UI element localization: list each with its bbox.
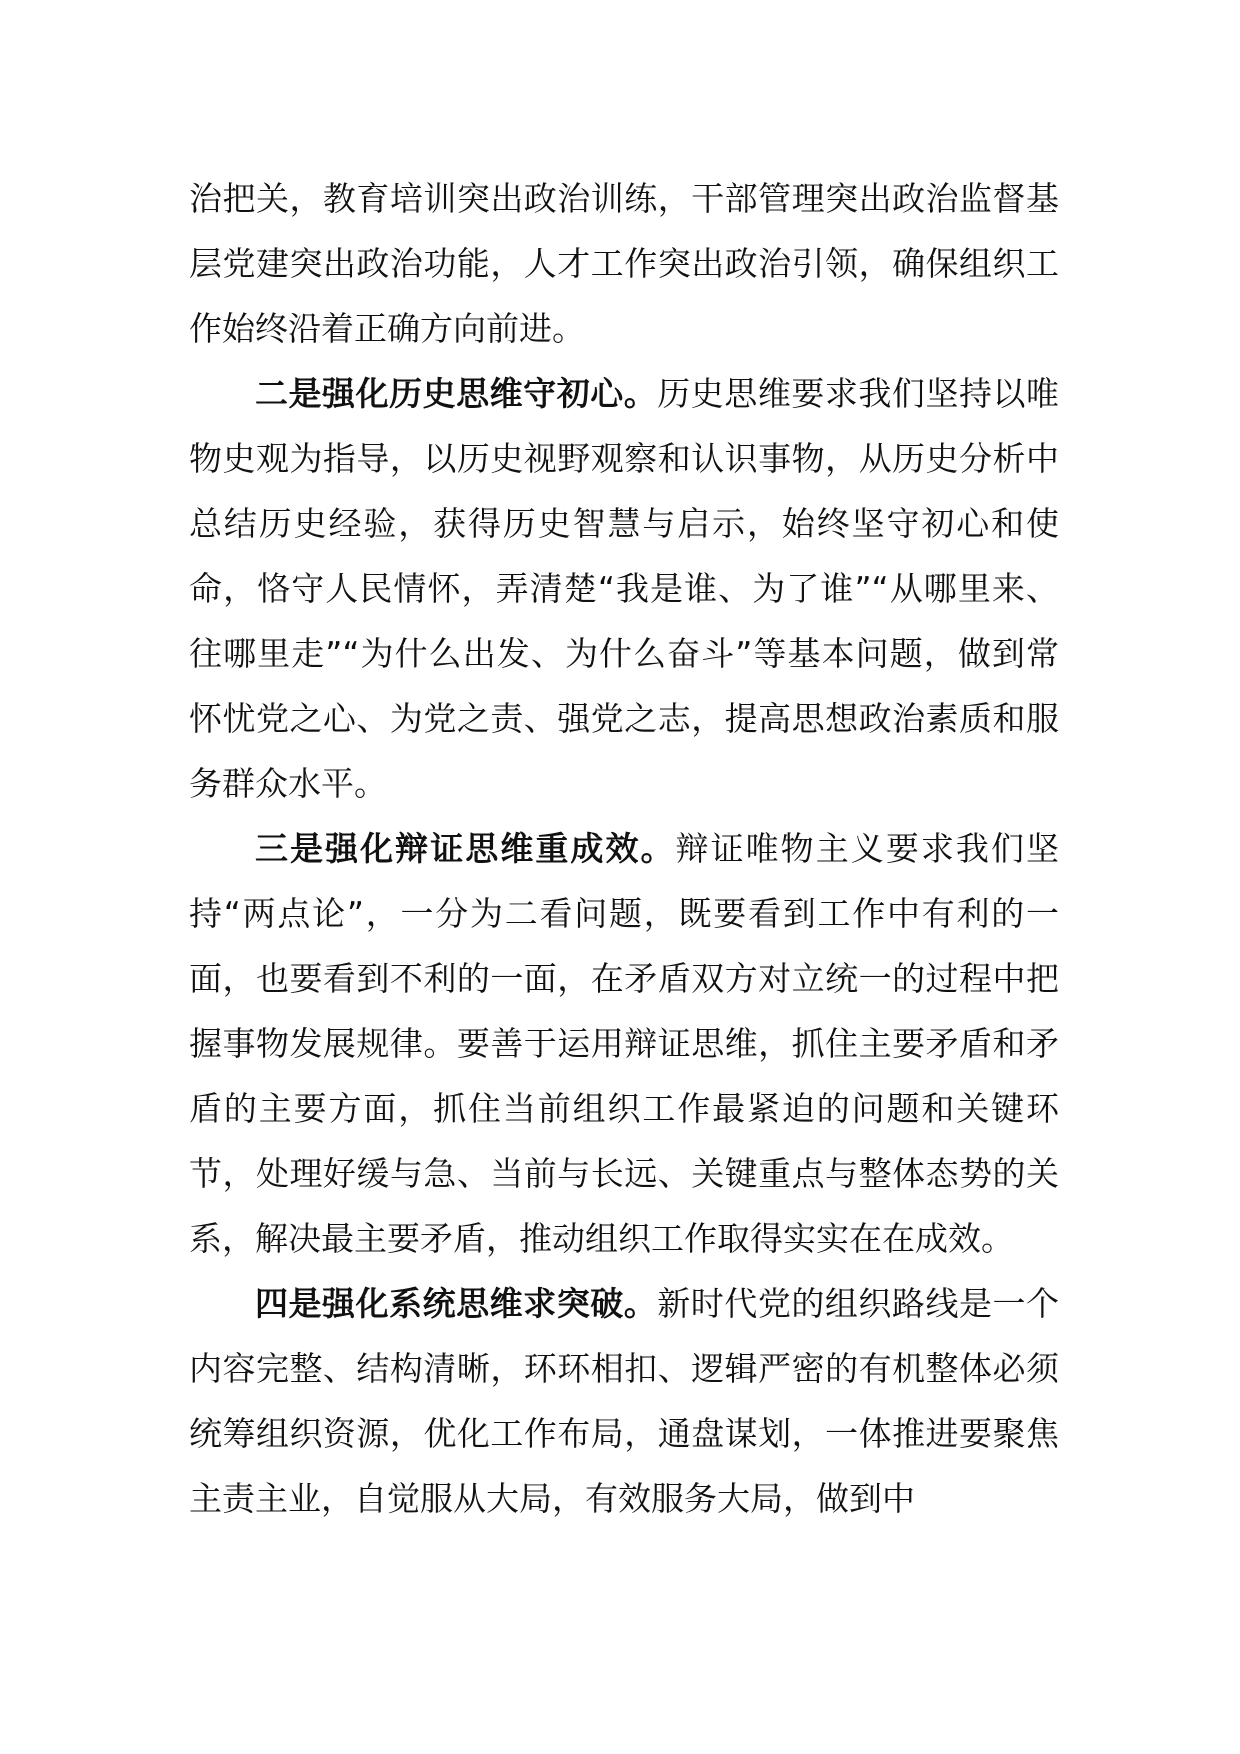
paragraph-continuation [189, 166, 1059, 361]
document-body [189, 166, 1059, 1531]
paragraph-text: 历史思维要求我们坚持以唯物史观为指导，以历史视野观察和认识事物，从历史分析中总结历史经验，获得历史智慧与启示，始终坚守初心和使命，恪守人民情怀，弄清楚“我是谁、为了谁”“从哪里来、往哪里走”“为什么出发、为什么奋斗”等基本问题，做到常怀忧党之心、为党之责、强党之志，提高思想政治素质和服务群众水平。 [189, 374, 1060, 803]
paragraph-heading: 四是强化系统思维求突破。 [255, 1284, 658, 1323]
paragraph-dialectical-thinking [189, 816, 1059, 1271]
paragraph-heading: 二是强化历史思维守初心。 [255, 374, 658, 413]
paragraph-systems-thinking [189, 1271, 1059, 1531]
paragraph-text: 辩证唯物主义要求我们坚持“两点论”，一分为二看问题，既要看到工作中有利的一面，也要看到不利的一面，在矛盾双方对立统一的过程中把握事物发展规律。要善于运用辩证思维，抓住主要矛盾和矛盾的主要方面，抓住当前组织工作最紧迫的问题和关键环节，处理好缓与急、当前与长远、关键重点与整体态势的关系，解决最主要矛盾，推动组织工作取得实实在在成效。 [189, 829, 1060, 1258]
paragraph-heading: 三是强化辩证思维重成效。 [255, 829, 676, 868]
paragraph-history-thinking [189, 361, 1059, 816]
paragraph-text: 治把关，教育培训突出政治训练，干部管理突出政治监督基层党建突出政治功能，人才工作突出政治引领，确保组织工作始终沿着正确方向前进。 [189, 179, 1059, 348]
paragraph-text: 新时代党的组织路线是一个内容完整、结构清晰，环环相扣、逻辑严密的有机整体必须统筹组织资源，优化工作布局，通盘谋划，一体推进要聚焦主责主业，自觉服从大局，有效服务大局，做到中 [189, 1284, 1060, 1518]
